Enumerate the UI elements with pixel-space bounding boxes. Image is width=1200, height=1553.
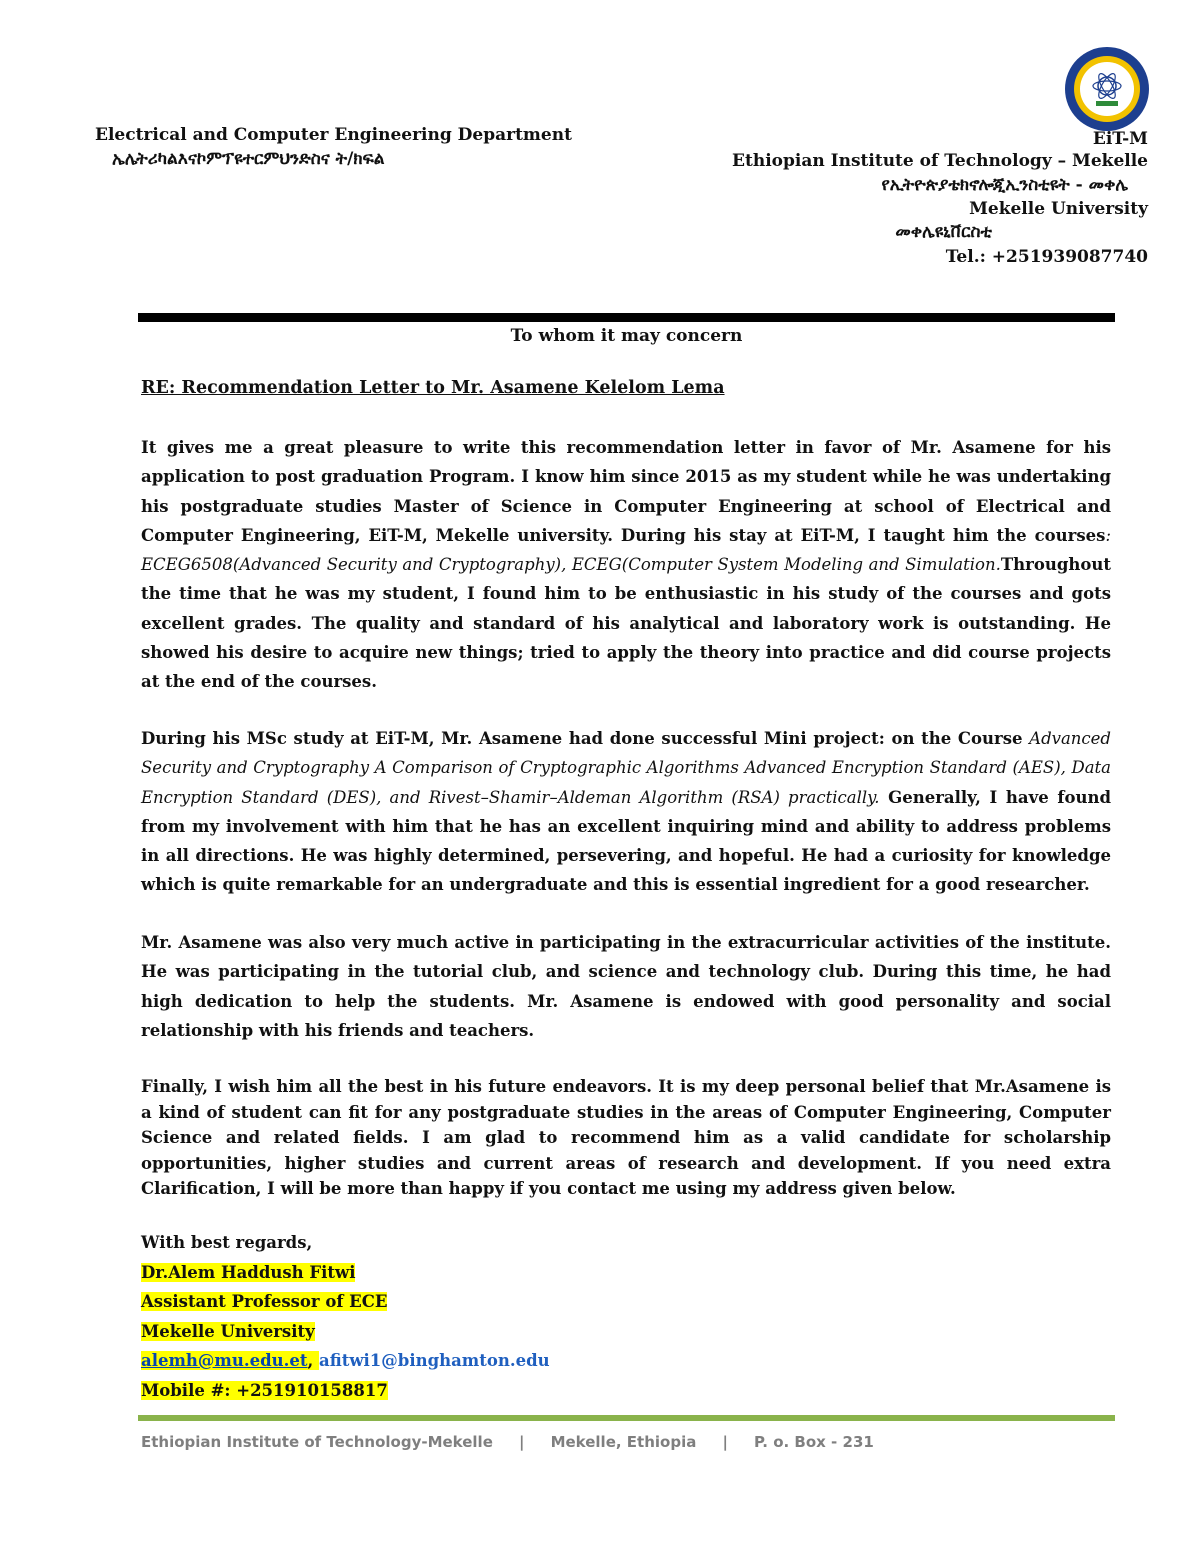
telephone: Tel.: +251939087740 bbox=[945, 247, 1148, 267]
salutation: To whom it may concern bbox=[510, 326, 743, 346]
paragraph-1-assessment: Throughout the time that he was my student, I found him to be enthusiastic in his study of the courses and gots excellent grades. The quality and standard of his analytical and laboratory work is outstanding. He showed his desire to acquire new things; tried to apply the theory into practice and did course projects at the end of the courses. bbox=[141, 555, 1111, 692]
paragraph-3: Mr. Asamene was also very much active in participating in the extracurricular activities of the institute. He was participating in the tutorial club, and science and technology club. During this time, he had high dedication to help the students. Mr. Asamene is endowed with good personality and social relationship with his friends and teachers. bbox=[141, 933, 1111, 1040]
closing: With best regards, bbox=[141, 1233, 313, 1252]
header-rule bbox=[138, 313, 1115, 322]
paragraph-2-project: Advanced Security and Cryptography A Comparison of Cryptographic Algorithms Advanced Encryption Standard (AES), Data Encryption Standard (DES), and Rivest–Shamir–Aldeman Algorithm (RSA) practically. bbox=[141, 729, 1111, 807]
department-name-amharic: ኤሌትሪካልእናኮምፕዩተርምህንድስና ት/ክፍል bbox=[112, 149, 385, 169]
paragraph-1 bbox=[141, 433, 1111, 697]
org-short-name: EiT-M bbox=[1092, 129, 1148, 149]
paragraph-2 bbox=[141, 724, 1111, 900]
footer-address: Ethiopian Institute of Technology-Mekelle | Mekelle, Ethiopia | P. o. Box - 231 bbox=[141, 1433, 874, 1451]
paragraph-2-intro: During his MSc study at EiT-M, Mr. Asamene had done successful Mini project: on the Course bbox=[141, 729, 1030, 748]
subject-line: RE: Recommendation Letter to Mr. Asamene Kelelom Lema bbox=[141, 378, 725, 398]
university-name-amharic: መቀሌዩኒቨርስቲ bbox=[895, 222, 992, 242]
signer-university: Mekelle University bbox=[141, 1321, 315, 1341]
paragraph-1-intro: It gives me a great pleasure to write this recommendation letter in favor of Mr. Asamene for his application to post graduation Program. I know him since 2015 as my student while he was undertaking his postgraduate studies Master of Science in Computer Engineering at school of Electrical and Computer Engineering, EiT-M, Mekelle university. During his stay at EiT-M, I taught him the courses bbox=[141, 438, 1111, 545]
signer-name: Dr.Alem Haddush Fitwi bbox=[141, 1262, 356, 1282]
email-separator: , bbox=[307, 1351, 320, 1370]
email-link-binghamton[interactable]: afitwi1@binghamton.edu bbox=[319, 1351, 550, 1370]
org-name-amharic: የኢትዮጵያቴክኖሎጂኢንስቲዩት - መቀሌ bbox=[881, 175, 1128, 195]
signer-mobile: Mobile #: +251910158817 bbox=[141, 1380, 388, 1400]
paragraph-1-courses: : ECEG6508(Advanced Security and Cryptography), ECEG(Computer System Modeling and Simulation. bbox=[141, 525, 1111, 575]
org-full-name: Ethiopian Institute of Technology – Mekelle bbox=[732, 151, 1148, 171]
paragraph-2-evaluation: Generally, I have found from my involvement with him that he has an excellent inquiring mind and ability to address problems in all directions. He was highly determined, persevering, and hopeful. He had a curiosity for knowledge which is quite remarkable for an undergraduate and this is essential ingredient for a good researcher. bbox=[141, 787, 1111, 895]
department-name: Electrical and Computer Engineering Department bbox=[95, 125, 572, 145]
paragraph-4: Finally, I wish him all the best in his future endeavors. It is my deep personal belief that Mr.Asamene is a kind of student can fit for any postgraduate studies in the areas of Computer Engineering, Computer Science and related fields. I am glad to recommend him as a valid candidate for scholarship opportunities, higher studies and current areas of research and development. If you need extra Clarification, I will be more than happy if you contact me using my address given below. bbox=[141, 1077, 1111, 1198]
signature-block bbox=[141, 1228, 550, 1405]
email-link-mu[interactable]: alemh@mu.edu.et bbox=[141, 1351, 308, 1370]
university-seal-icon bbox=[1064, 46, 1150, 132]
university-name: Mekelle University bbox=[969, 199, 1148, 219]
signer-title: Assistant Professor of ECE bbox=[141, 1292, 388, 1311]
footer-rule bbox=[138, 1415, 1115, 1421]
